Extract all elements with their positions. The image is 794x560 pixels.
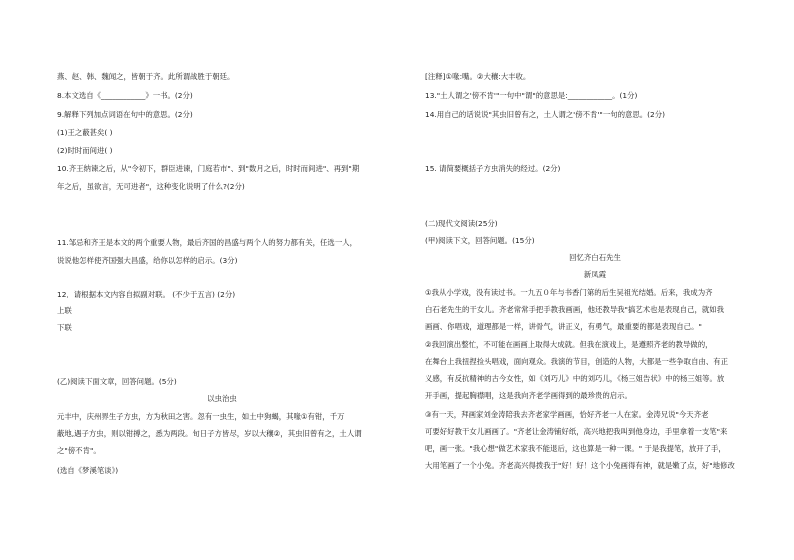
question-10-line-1: 10.齐王纳谏之后，从"令初下，群臣进谏，门庭若市"、到"数月之后，时时而间进"、再到"期 bbox=[57, 164, 360, 173]
article-para-1-line-2: 白石老先生的干女儿。齐老常常手把手教我画画，他还教导我"搞艺术也是表现自己，就如我 bbox=[425, 305, 725, 314]
question-8: 8.本文选自《____________》一书。(2分) bbox=[57, 91, 193, 100]
question-15: 15. 请简要概括子方虫消失的经过。(2分) bbox=[425, 164, 561, 173]
question-9: 9.解释下列加点词语在句中的意思。(2分) bbox=[57, 110, 193, 119]
question-13: 13."土人谓之'傍不肯'"一句中"谓"的意思是:____________。(1分) bbox=[425, 91, 638, 100]
passage-line-1: 元丰中，庆州界生子方虫，方为秋田之害。忽有一虫生，如土中狗蝎，其喙①有钳，千万 bbox=[57, 412, 345, 421]
article-title: 回忆齐白石先生 bbox=[569, 253, 621, 262]
article-para-3-line-4: 大用笔画了一个小兔。齐老高兴得拨我于"好！好！这个小兔画得有神，就是嫩了点，好"地修改 bbox=[425, 461, 735, 470]
article-para-1-line-1: ①我从小学戏，没有读过书。一九五０年与书香门第的后生吴祖光结婚。后来，我成为齐 bbox=[425, 288, 713, 297]
article-para-3-line-3: 吧，画一张。"我心想"做艺术家我不能退后，这也算是一种一课。" 于是我提笔，放开了手， bbox=[425, 444, 726, 453]
question-10-line-2: 年之后，虽欲言，无可进者"，这种变化说明了什么?(2分) bbox=[57, 182, 245, 191]
section-jia-heading: (甲)阅读下文，回答问题。(15分) bbox=[425, 236, 535, 245]
question-12: 12．请根据本文内容自拟副对联。 (不少于五言) (2分) bbox=[57, 290, 236, 299]
passage-title: 以虫治虫 bbox=[207, 394, 237, 403]
article-para-2-line-2: 在舞台上我扭捏捡头唱戏，面向观众。我演的节目，创造的人物，大都是一些争取自由、有正 bbox=[425, 357, 729, 366]
question-9-item-2: (2)时时而间进( ) bbox=[57, 146, 113, 155]
upper-couplet-label: 上联 bbox=[57, 306, 72, 315]
passage-source: (选自《梦溪笔谈》) bbox=[57, 466, 119, 475]
article-author: 新凤霞 bbox=[583, 270, 607, 279]
article-para-2-line-1: ②我回演出整忙，不可能在画画上取得大成就。但我在演戏上，是遵照齐老的教导做的， bbox=[425, 340, 713, 349]
article-para-2-line-3: 义感，有反抗精神的古今女性，如《刘巧儿》中的刘巧儿，《杨三姐告状》中的杨三姐等。放 bbox=[425, 374, 725, 383]
article-para-3-line-1: ③有一天，拜画家刘金涛陪我去齐老家学画画，恰好齐老一人在家。金涛兄说"今天齐老 bbox=[425, 410, 709, 419]
passage-line-3: 之"傍不肯"。 bbox=[57, 446, 101, 455]
question-11-line-1: 11.邹忌和齐王是本文的两个重要人物，最后齐国的昌盛与两个人的努力都有关，任选一人， bbox=[57, 238, 357, 247]
passage-last-line: 燕、赵、韩、魏闻之，皆朝于齐。此所谓战胜于朝廷。 bbox=[57, 72, 235, 81]
article-para-1-line-3: 画画、你唱戏，道理都是一样，讲骨气，讲正义，有勇气，最重要的都是表现自己。" bbox=[425, 322, 702, 331]
lower-couplet-label: 下联 bbox=[57, 323, 72, 332]
question-14: 14.用自己的话说说"其虫旧曾有之，土人谓之'傍不肯'"一句的意思。(2分) bbox=[425, 110, 666, 119]
section-2-heading: (二)现代文阅读(25分) bbox=[425, 219, 498, 228]
question-11-line-2: 说说他怎样使齐国强大昌盛，给你以怎样的启示。(3分) bbox=[57, 256, 238, 265]
article-para-3-line-2: 可要好好教干女儿画画了。"齐老让金涛铺好纸，高兴地把我叫到他身边，手里拿着一支笔"来 bbox=[425, 427, 728, 436]
question-9-item-1: (1)王之蔽甚矣( ) bbox=[57, 128, 113, 137]
annotation-note: [注释]①喙:嘴。②大穰:大丰收。 bbox=[425, 72, 531, 81]
passage-line-2: 蔽地,遇子方虫，则以钳搏之，悉为两段。旬日子方皆尽，岁以大穰②，其虫旧曾有之，土人谓 bbox=[57, 429, 362, 438]
section-yi-heading: (乙)阅读下面文章，回答问题。(5分) bbox=[57, 377, 177, 386]
article-para-2-line-4: 开手画，提起胸襟唱，这是我向齐老学画得到的最珍贵的启示。 bbox=[425, 391, 632, 400]
